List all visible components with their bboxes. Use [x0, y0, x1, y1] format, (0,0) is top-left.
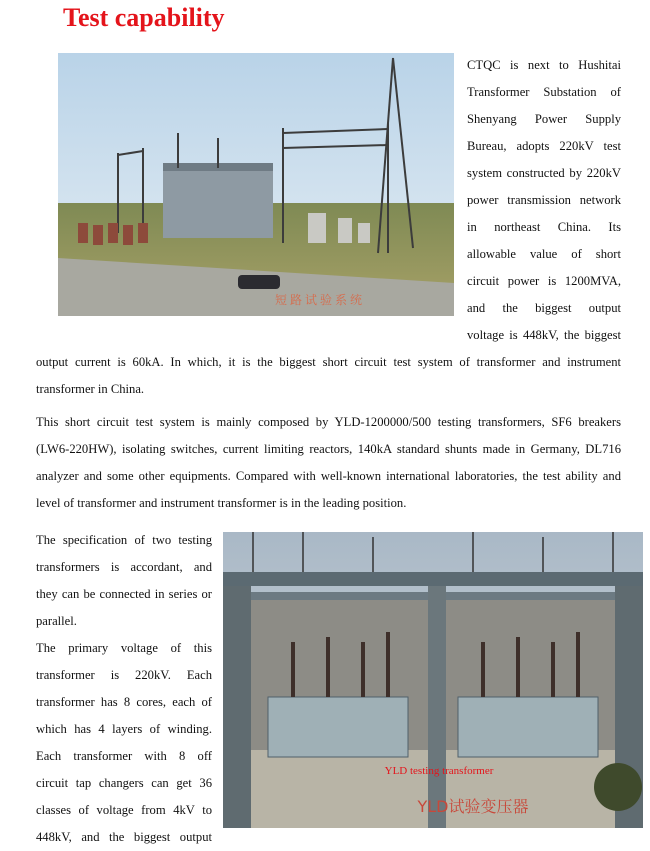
text-line: transformers is accordant, and — [36, 560, 212, 574]
text-line: (LW6-220HW), isolating switches, current limiting reactors, 140kA standard shunts made in Germany, DL716 — [36, 442, 621, 456]
text-line: Shenyang Power Supply — [467, 112, 621, 126]
text-line: and the biggest output — [467, 301, 621, 315]
text-line: 448kV, and the biggest output — [36, 830, 212, 844]
text-line: transformer in China. — [36, 382, 145, 396]
text-line: output current is 60kA. In which, it is the biggest short circuit test system of transformer and instrument — [36, 355, 621, 369]
text-line: circuit power is 1200MVA, — [467, 274, 621, 288]
substation-caption: 短路试验系统 — [274, 293, 365, 307]
text-line: The primary voltage of this — [36, 641, 212, 655]
text-line: which has 4 layers of winding. — [36, 722, 212, 736]
testing-transformer-photo — [223, 532, 643, 828]
text-line: Each transformer with 8 off — [36, 749, 212, 763]
text-line: transformer is 220kV. Each — [36, 668, 212, 682]
text-line: Bureau, adopts 220kV test — [467, 139, 621, 153]
testing-transformer-photo-graphic — [223, 532, 643, 828]
text-line: in northeast China. Its — [467, 220, 621, 234]
text-line: circuit tap changers can get 36 — [36, 776, 212, 790]
text-line: allowable value of short — [467, 247, 621, 261]
substation-photo-graphic — [58, 53, 454, 316]
text-line: voltage is 448kV, the biggest — [467, 328, 621, 342]
text-line: Transformer Substation of — [467, 85, 621, 99]
text-line: classes of voltage from 4kV to — [36, 803, 212, 817]
text-line: analyzer and some other equipments. Compared with well-known international laboratories, the test ability and — [36, 469, 621, 483]
text-line: transformer has 8 cores, each of — [36, 695, 212, 709]
text-line: power transmission network — [467, 193, 621, 207]
testing-transformer-caption-cn: YLD试验变压器 — [417, 797, 529, 816]
page-title: Test capability — [63, 3, 225, 32]
text-line: they can be connected in series or — [36, 587, 212, 601]
testing-transformer-caption-en: YLD testing transformer — [384, 765, 494, 777]
text-line: This short circuit test system is mainly composed by YLD-1200000/500 testing transformers, SF6 breakers — [36, 415, 621, 429]
text-line: parallel. — [36, 614, 77, 628]
text-line: level of transformer and instrument transformer is in the leading position. — [36, 496, 407, 510]
text-line: The specification of two testing — [36, 533, 212, 547]
substation-photo — [58, 53, 454, 316]
text-line: system constructed by 220kV — [467, 166, 621, 180]
text-line: CTQC is next to Hushitai — [467, 58, 621, 72]
